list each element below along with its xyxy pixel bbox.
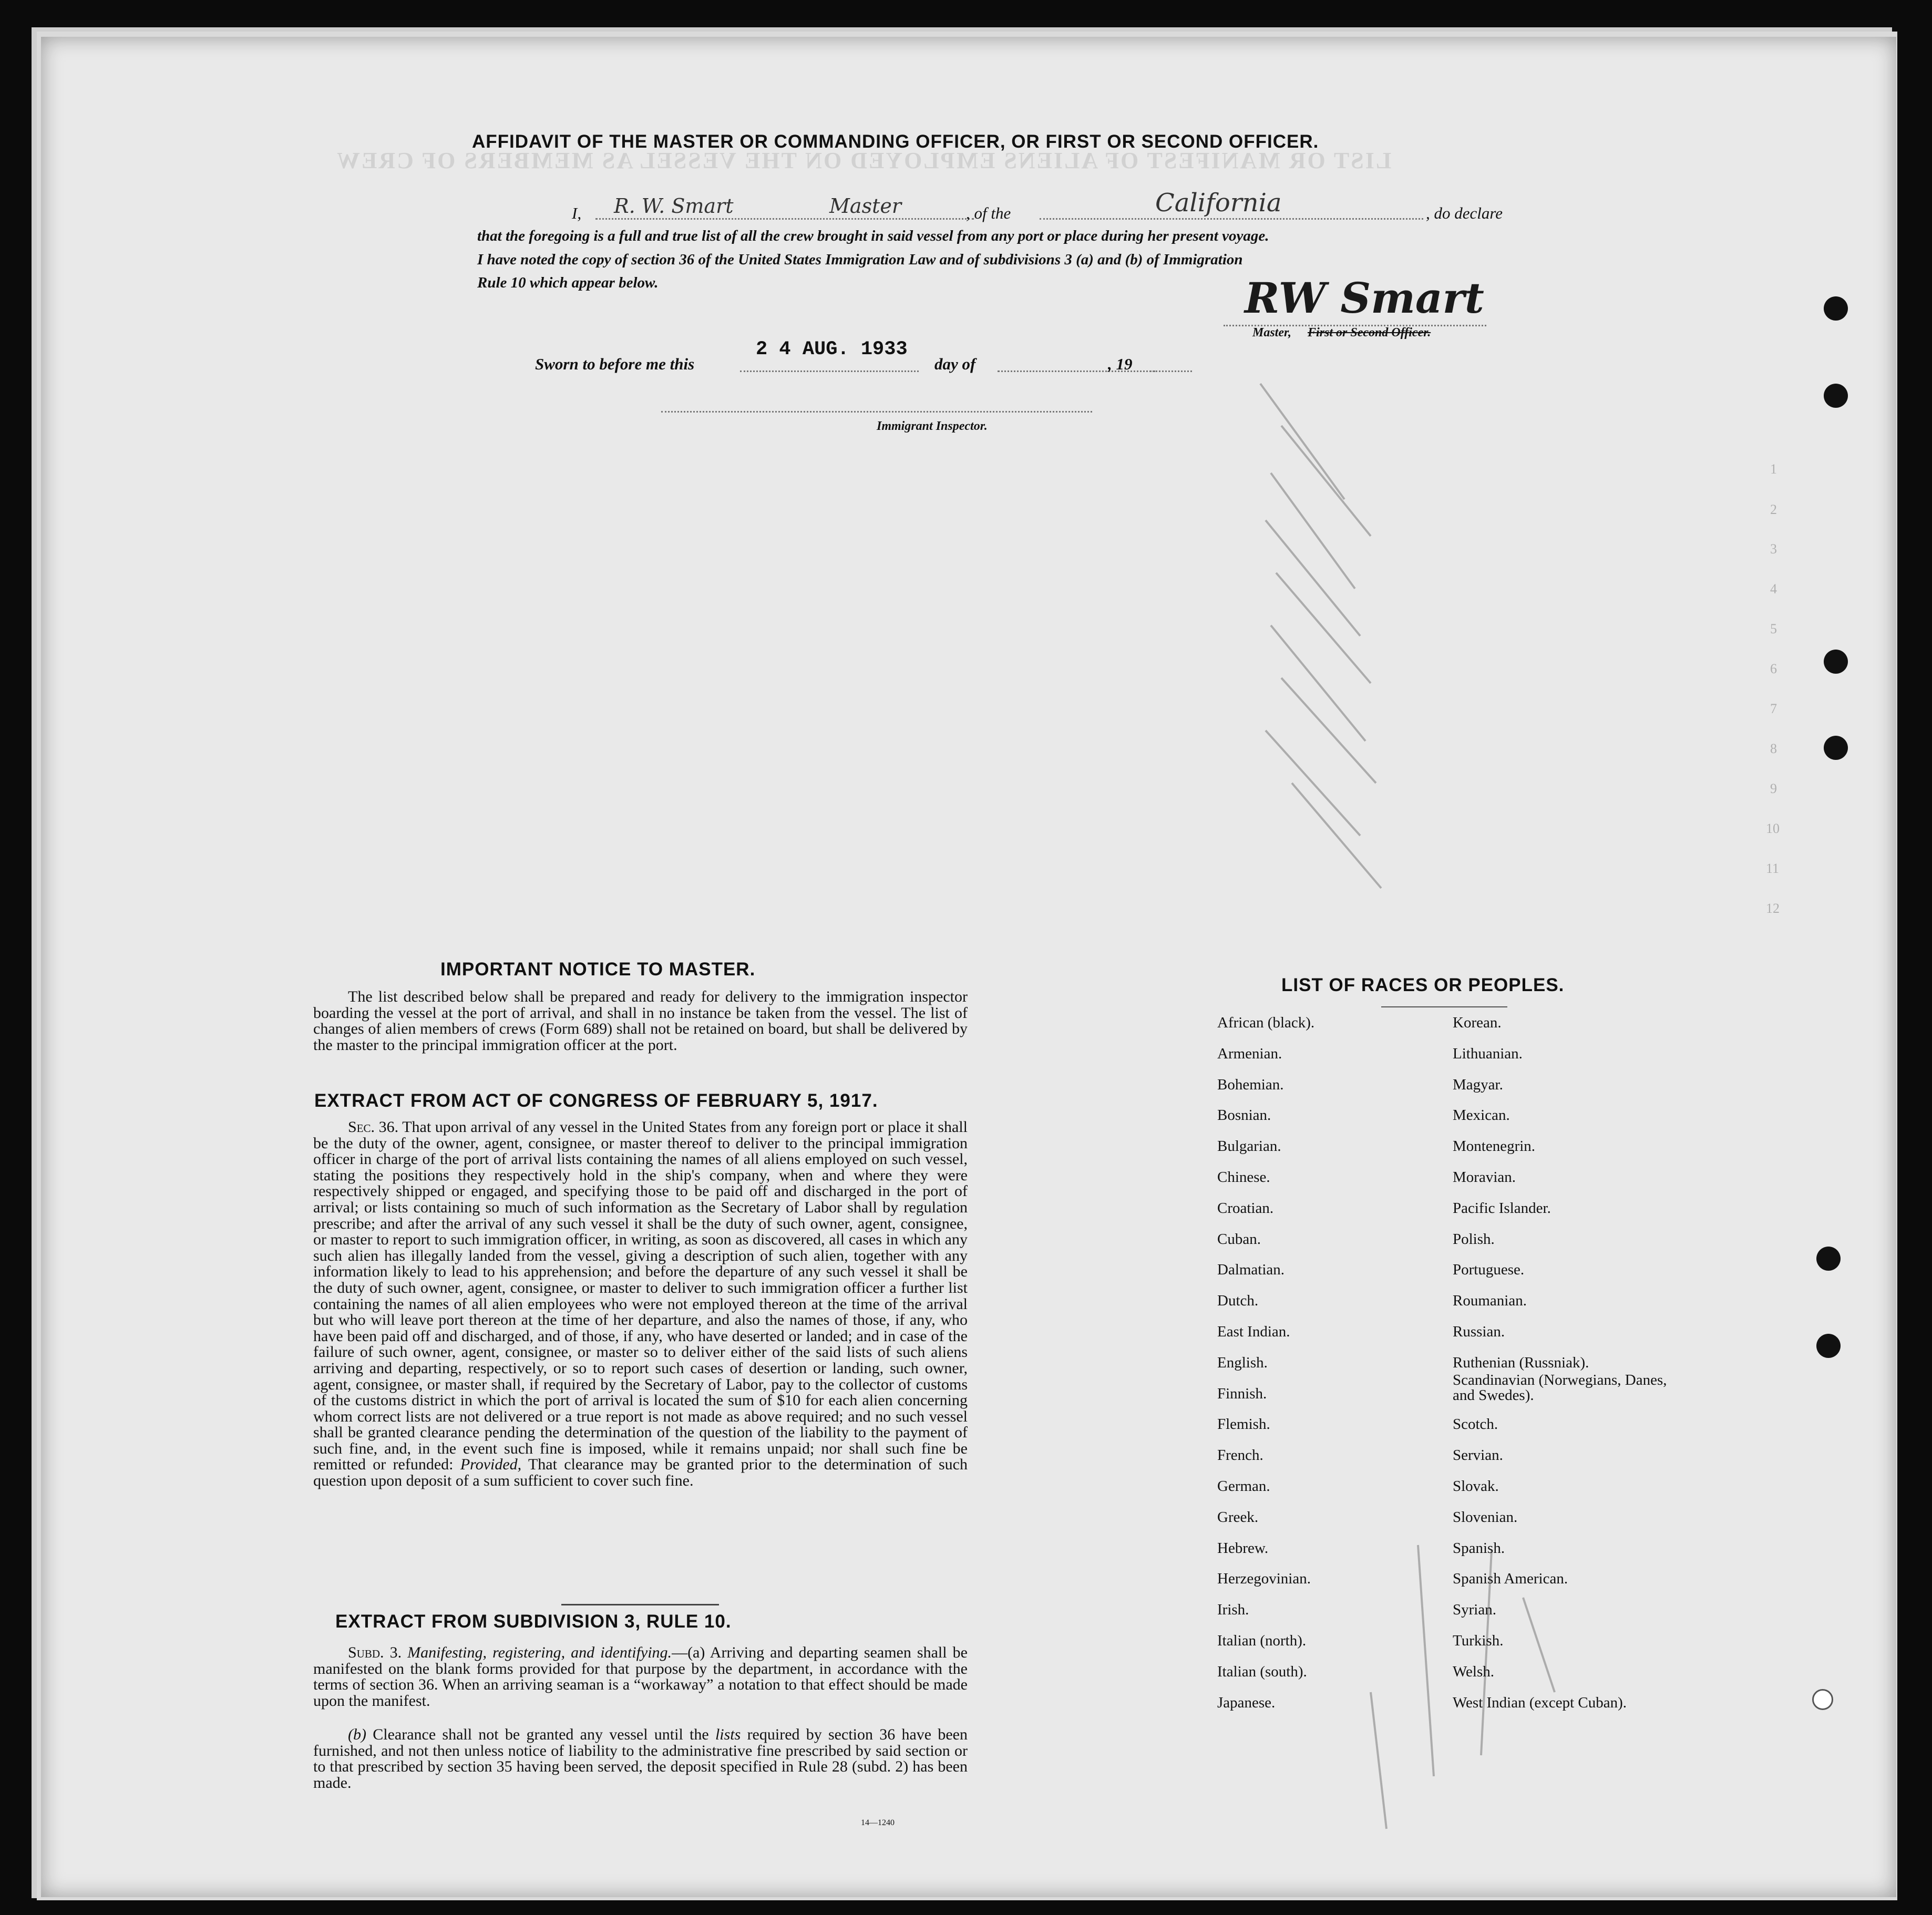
rule-para-b: [313, 1727, 968, 1791]
race-item: East Indian.: [1217, 1323, 1290, 1340]
race-item: Polish.: [1453, 1230, 1495, 1248]
race-item: Welsh.: [1453, 1663, 1495, 1680]
race-item: Magyar.: [1453, 1076, 1503, 1093]
race-item: German.: [1217, 1478, 1270, 1495]
race-item: Flemish.: [1217, 1416, 1270, 1433]
race-item: French.: [1217, 1447, 1263, 1464]
provided-word: Provided,: [460, 1456, 522, 1474]
race-item: Russian.: [1453, 1323, 1505, 1340]
bleed-row-number: 11: [1766, 861, 1780, 876]
race-item: Japanese.: [1217, 1694, 1276, 1711]
notice-title: IMPORTANT NOTICE TO MASTER.: [440, 959, 756, 980]
race-item: Spanish.: [1453, 1539, 1505, 1557]
race-item: Bosnian.: [1217, 1107, 1271, 1124]
bleed-row-number: 2: [1770, 502, 1777, 517]
race-item: Scotch.: [1453, 1416, 1498, 1433]
race-item: Montenegrin.: [1453, 1138, 1536, 1155]
race-item: Syrian.: [1453, 1601, 1496, 1619]
race-item: Moravian.: [1453, 1169, 1516, 1186]
inspector-caption: Immigrant Inspector.: [877, 419, 988, 433]
race-item: Pacific Islander.: [1453, 1199, 1551, 1217]
race-item: Portuguese.: [1453, 1261, 1525, 1279]
affidavit-line-4: Rule 10 which appear below.: [477, 274, 659, 291]
race-item: Slovenian.: [1453, 1508, 1518, 1526]
bleed-through-text: LIST OR MANIFEST OF ALIENS EMPLOYED ON THE VESSEL AS MEMBERS OF CREW: [335, 148, 1392, 173]
punch-hole: [1824, 650, 1848, 674]
bleed-row-number: 5: [1770, 621, 1777, 636]
affidavit-title: AFFIDAVIT OF THE MASTER OR COMMANDING OFFICER, OR FIRST OR SECOND OFFICER.: [472, 131, 1319, 152]
race-item: Roumanian.: [1453, 1292, 1527, 1310]
bleed-row-number: 6: [1770, 661, 1777, 676]
vessel-field-line: [1040, 218, 1423, 220]
form-number: 14—1240: [861, 1818, 895, 1827]
race-item: Bohemian.: [1217, 1076, 1284, 1093]
section-label: Sec. 36.: [348, 1118, 399, 1136]
race-item: Cuban.: [1217, 1230, 1261, 1248]
bleed-row-number: 8: [1770, 741, 1777, 756]
race-item: Dutch.: [1217, 1292, 1259, 1310]
punch-hole: [1816, 1334, 1841, 1358]
subd-heading: Manifesting, registering, and identifying.: [407, 1644, 672, 1661]
bleed-row-number: 10: [1766, 821, 1780, 836]
race-item: Lithuanian.: [1453, 1045, 1523, 1062]
race-item: English.: [1217, 1354, 1268, 1371]
year-prefix: , 19: [1108, 355, 1133, 373]
punch-hole: [1812, 1689, 1833, 1710]
punch-hole: [1824, 296, 1848, 321]
inspector-signature-line: [661, 411, 1092, 413]
para-b-lists: lists: [715, 1726, 741, 1743]
race-item: Turkish.: [1453, 1632, 1504, 1649]
affidavit-i-prefix: I,: [572, 204, 582, 222]
race-item: African (black).: [1217, 1014, 1315, 1031]
punch-hole: [1824, 736, 1848, 760]
race-item: West Indian (except Cuban).: [1453, 1694, 1627, 1711]
master-signature: RW Smart: [1245, 273, 1484, 323]
do-declare-label: , do declare: [1426, 204, 1503, 222]
rank-handwritten: Master: [829, 194, 901, 218]
race-item: Mexican.: [1453, 1107, 1510, 1124]
sworn-prefix: Sworn to before me this: [535, 355, 695, 373]
race-item: Italian (north).: [1217, 1632, 1307, 1649]
signature-caption-master: Master,: [1252, 326, 1292, 339]
notice-text: The list described below shall be prepared and ready for delivery to the immigration inspector boarding the vessel at the port of arrival, and shall in no instance be taken from the vessel. The list of changes of alien members of crews (Form 689) shall not be retained on board, but shall be delivered by the master to the principal immigration officer at the port.: [313, 988, 968, 1054]
rule-para-a: [313, 1645, 968, 1709]
race-item: Finnish.: [1217, 1385, 1267, 1402]
race-item: Bulgarian.: [1217, 1138, 1281, 1155]
act-extract-title: EXTRACT FROM ACT OF CONGRESS OF FEBRUARY 5, 1917.: [314, 1090, 878, 1111]
year-field-line: [1150, 370, 1192, 372]
act-extract-text-end: That clearance may be granted prior to the determination of such question upon deposit of a sum sufficient to cover such fine.: [313, 1456, 968, 1490]
section-divider: [561, 1604, 719, 1605]
signature-caption-struck: First or Second Officer.: [1308, 326, 1431, 339]
document-page: [41, 37, 1896, 1897]
race-item: Dalmatian.: [1217, 1261, 1285, 1279]
race-item: Italian (south).: [1217, 1663, 1307, 1680]
affidavit-line-2: that the foregoing is a full and true list of all the crew brought in said vessel from any port or place during her present voyage.: [477, 228, 1269, 244]
rule-para-a-text: —(a) Arriving and departing seamen shall be manifested on the blank forms provided for that purpose by the department, in accordance with the terms of section 36. When an arriving seaman is a “workaway” a notation to that effect should be made upon the manifest.: [313, 1644, 968, 1710]
races-title: LIST OF RACES OR PEOPLES.: [1281, 975, 1565, 995]
punch-hole: [1824, 384, 1848, 408]
vessel-handwritten: California: [1155, 188, 1282, 218]
race-item: Chinese.: [1217, 1169, 1270, 1186]
sworn-date-line: [740, 370, 919, 372]
bleed-row-number: 7: [1770, 701, 1777, 716]
race-item: Armenian.: [1217, 1045, 1282, 1062]
day-of-label: day of: [934, 355, 976, 373]
race-item: Croatian.: [1217, 1199, 1274, 1217]
para-b-post: required by section 36 have been furnished, and not then unless notice of liability to the administrative fine prescribed by said section or to that prescribed by section 35 having been served, the deposit specified in Rule 28 (subd. 2) has been made.: [313, 1726, 968, 1792]
pencil-marks: [1250, 363, 1460, 993]
bleed-row-number: 9: [1770, 781, 1777, 796]
race-item: Slovak.: [1453, 1478, 1499, 1495]
master-name-handwritten: R. W. Smart: [614, 194, 734, 218]
race-item: Korean.: [1453, 1014, 1502, 1031]
date-stamp: 2 4 AUG. 1933: [756, 338, 908, 361]
race-item: Servian.: [1453, 1447, 1503, 1464]
punch-hole: [1816, 1247, 1841, 1271]
race-item: Spanish American.: [1453, 1570, 1568, 1588]
affidavit-line-3: I have noted the copy of section 36 of the United States Immigration Law and of subdivisions 3 (a) and (b) of Immigration: [477, 251, 1243, 268]
act-extract-text: That upon arrival of any vessel in the United States from any foreign port or place it shall be the duty of the owner, agent, consignee, or master thereof to deliver to the principal immigration officer in charge of the port of arrival lists containing the names of all aliens employed on such vessel, stating the positions they respectively hold in the ship's company, when and where they were respectively shipped or engaged, and specifying those to be paid off and discharged in the port of arrival; or lists containing so much of such information as the Secretary of Labor shall by regulation prescribe; and after the arrival of any such vessel it shall be the duty of such owner, agent, consignee, or master to report to such immigration officer, in writing, as soon as discovered, all cases in which any such alien has illegally landed from the vessel, giving a description of such alien, together with any information likely to lead to his apprehension; and before the departure of any such vessel it shall be the duty of such owner, agent, consignee, or master to deliver to such immigration officer a further list containing the names of all alien employees who were not employed thereon at the time of the arrival but who will leave port thereon at the time of her departure, and also the names of those, if any, who have been paid off and discharged, and of those, if any, who have deserted or landed; and in case of the failure of such owner, agent, consignee, or master so to deliver either of the said lists of such aliens arriving and departing, respectively, or so to report such cases of desertion or landing, such owner, agent, consignee, or master shall, if required by the Secretary of Labor, pay to the collector of customs of the customs district in which the port of arrival is located the sum of $10 for each alien concerning whom correct lists are not delivered or a true report is not made as above required; and no such vessel shall be granted clearance pending the determination of the question of the liability to the payment of such fine, and, in the event such fine is imposed, while it remains unpaid; nor shall such fine be remitted or refunded:: [313, 1118, 968, 1474]
bleed-row-number: 4: [1770, 581, 1777, 596]
para-b-label: (b): [348, 1726, 366, 1743]
bleed-row-number: 12: [1766, 901, 1780, 916]
act-extract-body: [313, 1119, 968, 1489]
para-b-pre: Clearance shall not be granted any vessel until the: [373, 1726, 709, 1743]
race-item: Herzegovinian.: [1217, 1570, 1311, 1588]
of-the-label: , of the: [966, 204, 1011, 222]
name-field-line: [595, 218, 974, 220]
rule-extract-title: EXTRACT FROM SUBDIVISION 3, RULE 10.: [335, 1611, 732, 1632]
race-item: Ruthenian (Russniak).: [1453, 1354, 1589, 1371]
race-item: Greek.: [1217, 1508, 1259, 1526]
subd-label: Subd. 3.: [348, 1644, 402, 1661]
race-item: Irish.: [1217, 1601, 1249, 1619]
race-item: Scandinavian (Norwegians, Danes, and Swedes).: [1453, 1371, 1667, 1404]
bleed-row-number: 1: [1770, 461, 1777, 477]
race-item: Hebrew.: [1217, 1539, 1269, 1557]
races-title-rule: [1381, 1006, 1507, 1007]
bleed-row-number: 3: [1770, 541, 1777, 557]
